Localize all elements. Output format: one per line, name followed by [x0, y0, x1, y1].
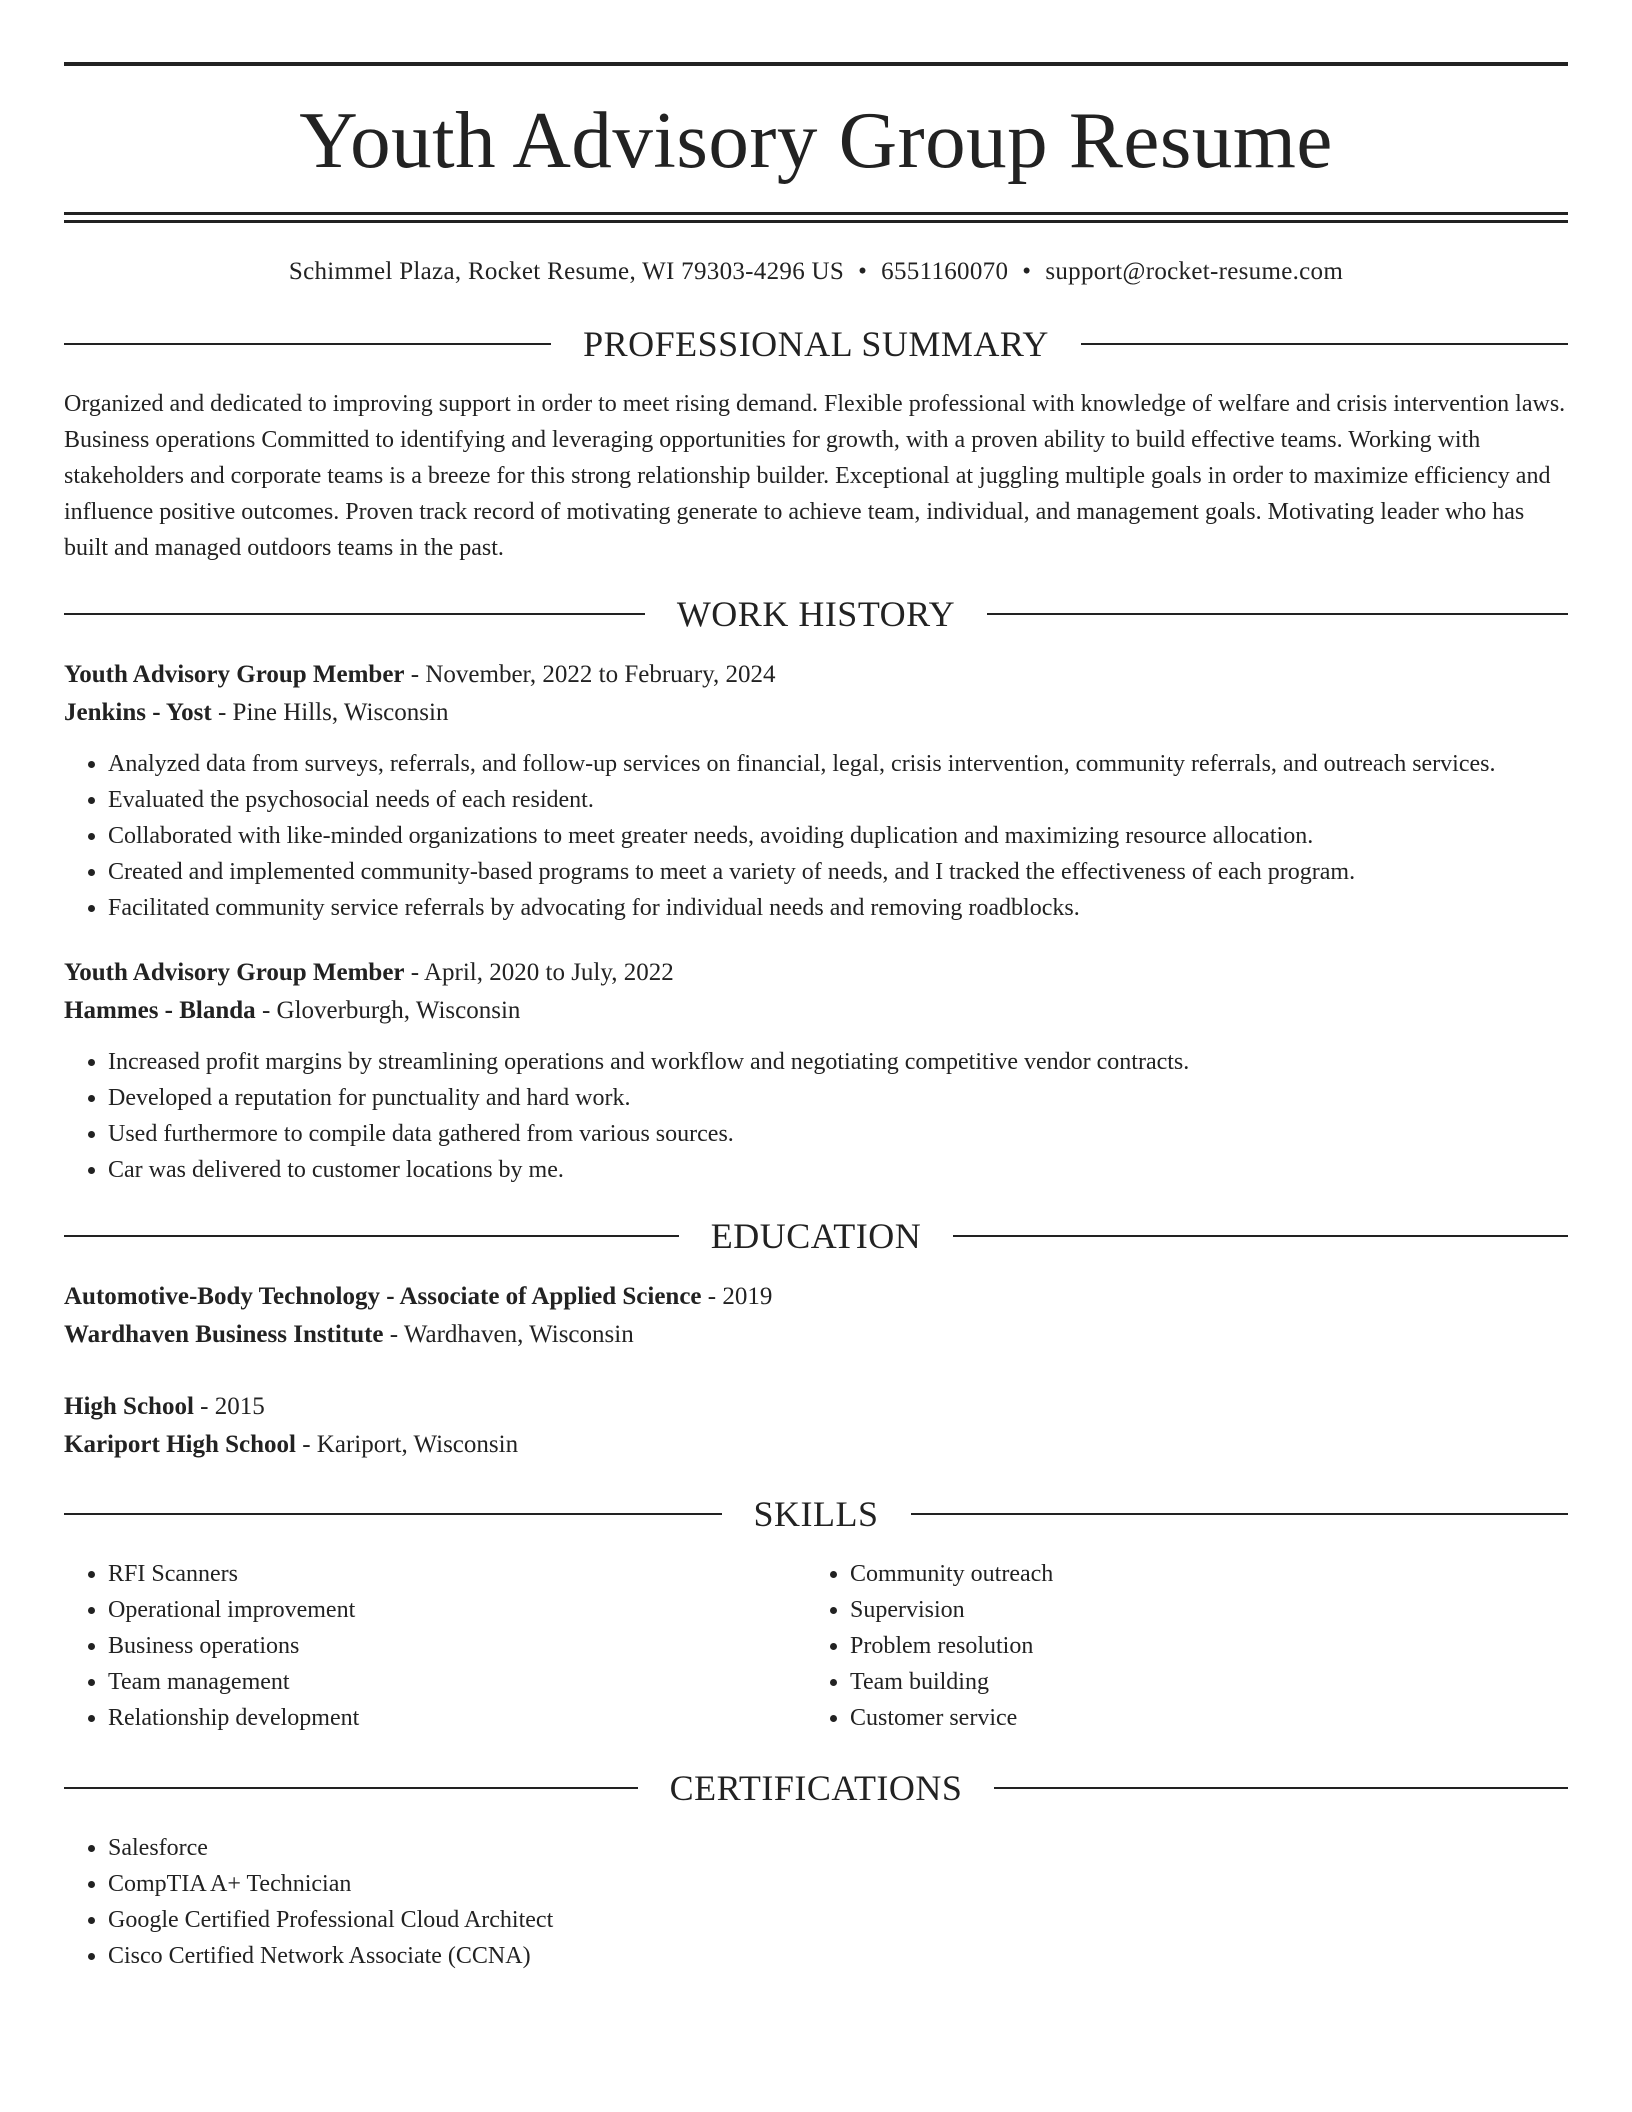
education-degree-row — [64, 1388, 1568, 1426]
job-company: Jenkins - Yost — [64, 699, 212, 726]
job-company-row — [64, 694, 1568, 732]
section-rule-right — [911, 1513, 1569, 1515]
skills-grid — [64, 1556, 1568, 1736]
job-bullets — [64, 746, 1568, 926]
section-rule-left — [64, 1513, 722, 1515]
section-title-summary: PROFESSIONAL SUMMARY — [583, 324, 1049, 364]
job-title-row — [64, 656, 1568, 694]
list-item: • Supervision — [850, 1592, 1568, 1628]
job-bullets — [64, 1044, 1568, 1188]
section-rule-right — [953, 1235, 1568, 1237]
section-title-education: EDUCATION — [710, 1216, 922, 1256]
list-item: • Team management — [108, 1664, 806, 1700]
section-rule-left — [64, 1235, 679, 1237]
list-item: • Car was delivered to customer locations by me. — [108, 1152, 1568, 1188]
job-dates: - November, 2022 to February, 2024 — [404, 661, 776, 688]
list-item: • Team building — [850, 1664, 1568, 1700]
education-school-row — [64, 1426, 1568, 1464]
contact-email: support@rocket-resume.com — [1045, 258, 1344, 285]
top-rule — [64, 62, 1568, 66]
job-dates: - April, 2020 to July, 2022 — [404, 959, 674, 986]
contact-address: Schimmel Plaza, Rocket Resume, WI 79303-4296 US — [288, 258, 845, 285]
section-header-summary — [64, 326, 1568, 362]
education-degree-row — [64, 1278, 1568, 1316]
education-location: - Wardhaven, Wisconsin — [383, 1321, 634, 1348]
list-item: • Operational improvement — [108, 1592, 806, 1628]
education-year: - 2019 — [701, 1283, 773, 1310]
section-title-skills: SKILLS — [753, 1494, 879, 1534]
job-company: Hammes - Blanda — [64, 997, 256, 1024]
education-location: - Kariport, Wisconsin — [295, 1431, 519, 1458]
list-item: • Evaluated the psychosocial needs of each resident. — [108, 782, 1568, 818]
section-header-certifications — [64, 1770, 1568, 1806]
list-item: • Increased profit margins by streamlining operations and workflow and negotiating competitive vendor contracts. — [108, 1044, 1568, 1080]
education-degree: High School — [64, 1393, 194, 1420]
section-header-skills — [64, 1496, 1568, 1532]
contact-line — [64, 259, 1568, 284]
list-item: • Developed a reputation for punctuality and hard work. — [108, 1080, 1568, 1116]
section-header-education — [64, 1218, 1568, 1254]
contact-separator: • — [858, 258, 868, 285]
skills-column-right — [806, 1556, 1568, 1736]
education-school: Wardhaven Business Institute — [64, 1321, 384, 1348]
job-location: - Pine Hills, Wisconsin — [211, 699, 449, 726]
list-item: • Community outreach — [850, 1556, 1568, 1592]
education-entry — [64, 1388, 1568, 1464]
list-item: • Relationship development — [108, 1700, 806, 1736]
education-entry — [64, 1278, 1568, 1354]
section-rule-right — [994, 1787, 1568, 1789]
list-item: • Customer service — [850, 1700, 1568, 1736]
list-item: • Used furthermore to compile data gathered from various sources. — [108, 1116, 1568, 1152]
section-rule-right — [987, 613, 1568, 615]
list-item: • Created and implemented community-based programs to meet a variety of needs, and I tracked the effectiveness of each program. — [108, 854, 1568, 890]
section-rule-right — [1081, 343, 1568, 345]
title-double-rule — [64, 212, 1568, 223]
education-school: Kariport High School — [64, 1431, 296, 1458]
certifications-list — [64, 1830, 1568, 1974]
section-title-certifications: CERTIFICATIONS — [669, 1768, 963, 1808]
section-title-work: WORK HISTORY — [676, 594, 956, 634]
job-title-row — [64, 954, 1568, 992]
list-item: • Facilitated community service referrals by advocating for individual needs and removing roadblocks. — [108, 890, 1568, 926]
section-header-work — [64, 596, 1568, 632]
list-item: • Cisco Certified Network Associate (CCNA) — [108, 1938, 1568, 1974]
job-company-row — [64, 992, 1568, 1030]
education-school-row — [64, 1316, 1568, 1354]
job-location: - Gloverburgh, Wisconsin — [255, 997, 521, 1024]
job-entry — [64, 656, 1568, 926]
list-item: • RFI Scanners — [108, 1556, 806, 1592]
job-title: Youth Advisory Group Member — [64, 661, 405, 688]
section-rule-left — [64, 613, 645, 615]
list-item: • Problem resolution — [850, 1628, 1568, 1664]
list-item: • Analyzed data from surveys, referrals, and follow-up services on financial, legal, crisis intervention, community referrals, and outreach services. — [108, 746, 1568, 782]
summary-paragraph: Organized and dedicated to improving support in order to meet rising demand. Flexible professional with knowledge of welfare and crisis intervention laws. Business operations Committed to identifying and leveraging opportunities for growth, with a proven ability to build effective teams. Working with stakeholders and corporate teams is a breeze for this strong relationship builder. Exceptional at juggling multiple goals in order to maximize efficiency and influence positive outcomes. Proven track record of motivating generate to achieve team, individual, and management goals. Motivating leader who has built and managed outdoors teams in the past. — [64, 391, 1566, 561]
education-year: - 2015 — [193, 1393, 265, 1420]
list-item: • Collaborated with like-minded organizations to meet greater needs, avoiding duplication and maximizing resource allocation. — [108, 818, 1568, 854]
section-rule-left — [64, 343, 551, 345]
job-title: Youth Advisory Group Member — [64, 959, 405, 986]
job-entry — [64, 954, 1568, 1188]
section-rule-left — [64, 1787, 638, 1789]
list-item: • CompTIA A+ Technician — [108, 1866, 1568, 1902]
skills-column-left — [64, 1556, 806, 1736]
list-item: • Google Certified Professional Cloud Architect — [108, 1902, 1568, 1938]
page-title: Youth Advisory Group Resume — [299, 95, 1333, 185]
contact-phone: 6551160070 — [881, 258, 1009, 285]
education-degree: Automotive-Body Technology - Associate of Applied Science — [64, 1283, 702, 1310]
contact-separator: • — [1022, 258, 1032, 285]
list-item: • Business operations — [108, 1628, 806, 1664]
list-item: • Salesforce — [108, 1830, 1568, 1866]
